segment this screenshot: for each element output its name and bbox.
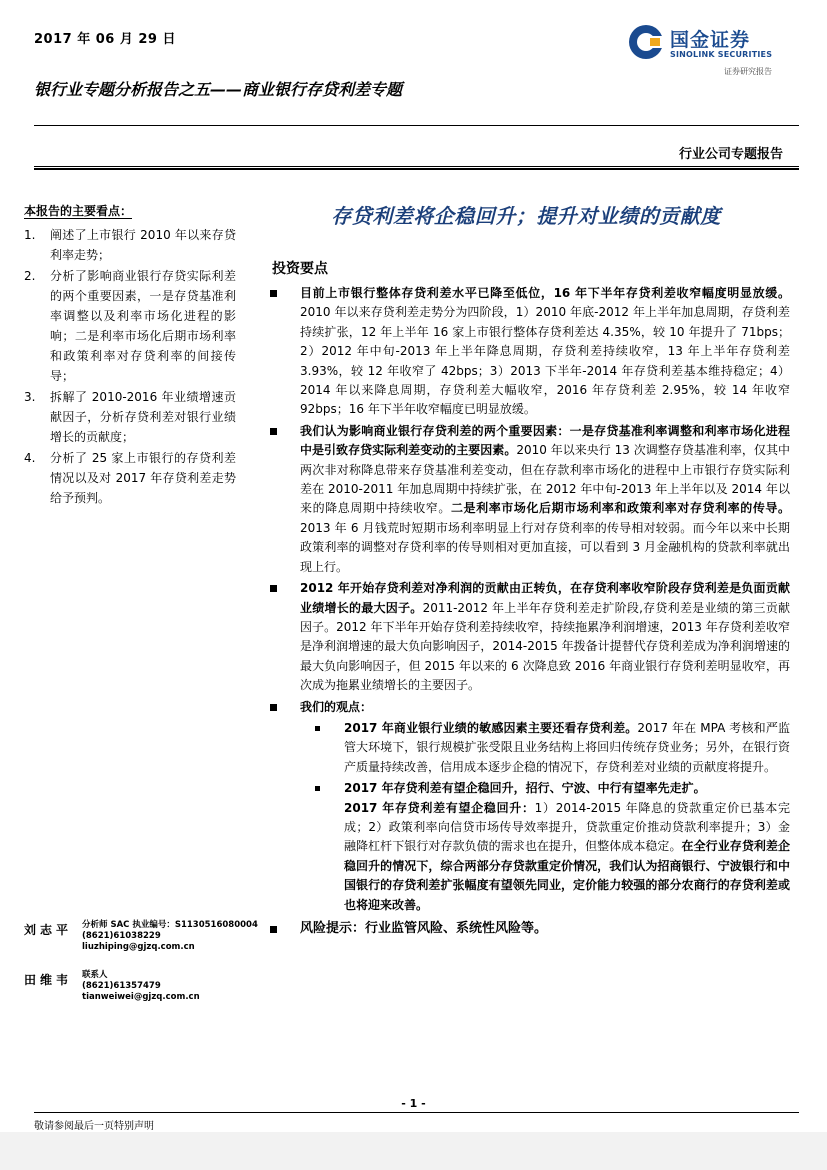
summary-item: 2. 分析了影响商业银行存贷实际利差的两个重要因素，一是存贷基准利率调整以及利率市场化进程的影响；二是利率市场化后期市场利率和政策利率对存贷利率的间接传导； [24, 269, 236, 383]
page-number: - 1 - [401, 1097, 426, 1110]
header-double-rule [34, 166, 799, 170]
logo-name-en: SINOLINK SECURITIES [670, 50, 773, 59]
key-point: 我们认为影响商业银行存贷利差的两个重要因素：一是存贷基准利率调整和利率市场化进程中是引致存贷实际利差变动的主要因素。2010 年以来央行 13 次调整存贷基准利率，仅其中两次非对称降息带来存贷基准利差变动，但在存款利率市场化的进程中上市银行存贷实际利差在 2010-2011 年加息周期中持续扩张，在 2012 年中旬-2013 年上半年以及 2014 年以来的降息周期中持续收窄。二是利率市场化后期市场利率和政策利率对存贷利率的传导。2013 年 6 月钱荒时短期市场利率明显上行对存贷利率的传导相对较弱。而今年以来中长期政策利率的调整对存贷利率的传导则相对更加直接，可以看到 3 月金融机构的贷款利率就出现上行。 [270, 422, 790, 577]
summary-title: 本报告的主要看点： [24, 204, 133, 218]
views-heading: 我们的观点： [270, 698, 790, 717]
series-title: 银行业专题分析报告之五——商业银行存贷利差专题 [34, 80, 403, 99]
report-date: 2017 年 06 月 29 日 [34, 32, 176, 47]
analyst-card [24, 920, 264, 970]
summary-item: 3. 拆解了 2010-2016 年业绩增速贡献因子，分析存贷利差对银行业绩增长的贡献度； [24, 390, 236, 444]
risk-warning: 风险提示：行业监管风险、系统性风险等。 [270, 919, 790, 939]
summary-sidebar [24, 202, 236, 509]
analyst-info: 联系人 (8621)61357479 tianweiwei@gjzq.com.cn [82, 970, 200, 1002]
sinolink-logo-icon [628, 24, 664, 60]
bullet-square-icon [270, 428, 277, 435]
company-logo [628, 22, 798, 82]
view-point: 2017 年存贷利差有望企稳回升，招行、宁波、中行有望率先走扩。 2017 年存贷利差有望企稳回升：1）2014-2015 年降息的贷款重定价已基本完成；2）政策利率向信贷市场传导效率提升，贷款重定价推动贷款利率提升；3）金融降杠杆下银行对存款负债的需求也在提升，但整体成本稳定。在全行业存贷利差企稳回升的情况下，综合两部分存贷款重定价情况，我们认为招商银行、宁波银行和中国银行的存贷利差扩张幅度有望领先同业，定价能力较强的部分农商行的存贷利差或也将迎来改善。 [270, 779, 790, 915]
sub-bullet-icon [315, 786, 320, 791]
analyst-name: 田维韦 [24, 973, 73, 987]
report-type: 行业公司专题报告 [678, 147, 783, 162]
bullet-square-icon [270, 926, 277, 933]
key-point: 目前上市银行整体存贷利差水平已降至低位，16 年下半年存贷利差收窄幅度明显放缓。2010 年以来存贷利差走势分为四阶段，1）2010 年底-2012 年上半年加息周期，存贷利差持续扩张，12 年上半年 16 家上市银行整体存贷利差达 4.35%，较 10 年提升了 71bps；2）2012 年中旬-2013 年上半年降息周期，存贷利差持续收窄，13 年上半年存贷利差 3.93%，较 12 年收窄了 42bps；3）2013 下半年-2014 年存贷利差基本维持稳定；4）2014 年以来降息周期，存贷利差大幅收窄，2016 年存贷利差 2.95%，较 14 年收窄 92bps；16 年下半年收窄幅度已明显放缓。 [270, 284, 790, 420]
header-divider [34, 125, 799, 126]
bullet-square-icon [270, 290, 277, 297]
view-point: 2017 年商业银行业绩的敏感因素主要还看存贷利差。2017 年在 MPA 考核和严监管大环境下，银行规模扩张受限且业务结构上将回归传统存贷业务；另外，在银行资产质量持续改善，信用成本逐步企稳的情况下，存贷利差对业绩的贡献度将提升。 [270, 719, 790, 777]
summary-item: 4. 分析了 25 家上市银行的存贷利差情况以及对 2017 年存贷利差走势给予预判。 [24, 451, 236, 505]
analyst-email: tianweiwei@gjzq.com.cn [82, 992, 200, 1002]
section-heading: 投资要点 [272, 261, 328, 277]
analyst-contacts [24, 920, 264, 1020]
investment-points [270, 284, 790, 939]
analyst-name: 刘志平 [24, 923, 73, 937]
key-point: 2012 年开始存贷利差对净利润的贡献由正转负，在存贷利率收窄阶段存贷利差是负面贡献业绩增长的最大因子。2011-2012 年上半年存贷利差走扩阶段,存贷利差是业绩的第三贡献因子。2012 年下半年开始存贷利差持续收窄，持续拖累净利润增速，2013 年存贷利差收窄是净利润增速的最大负向影响因子，2014-2015 年拨备计提替代存贷利差成为净利润增速的最大负向影响因子，但 2015 年以来的 6 次降息致 2016 年商业银行存贷利差明显收窄，再次成为拖累业绩增长的主要因子。 [270, 579, 790, 695]
main-title: 存贷利差将企稳回升；提升对业绩的贡献度 [331, 204, 721, 228]
footer-divider [34, 1112, 799, 1113]
analyst-card [24, 970, 264, 1020]
summary-list [24, 225, 236, 508]
bullet-square-icon [270, 585, 277, 592]
disclaimer-note: 敬请参阅最后一页特别声明 [34, 1121, 154, 1132]
analyst-info: 分析师 SAC 执业编号：S1130516080004 (8621)61038229 liuzhiping@gjzq.com.cn [82, 920, 258, 952]
footer-band [0, 1132, 827, 1170]
analyst-email: liuzhiping@gjzq.com.cn [82, 942, 195, 952]
logo-subtitle: 证券研究报告 [724, 67, 772, 76]
summary-item: 1. 阐述了上市银行 2010 年以来存贷利率走势； [24, 228, 236, 262]
logo-name-cn: 国金证券 [670, 29, 751, 51]
sub-bullet-icon [315, 726, 320, 731]
bullet-square-icon [270, 704, 277, 711]
